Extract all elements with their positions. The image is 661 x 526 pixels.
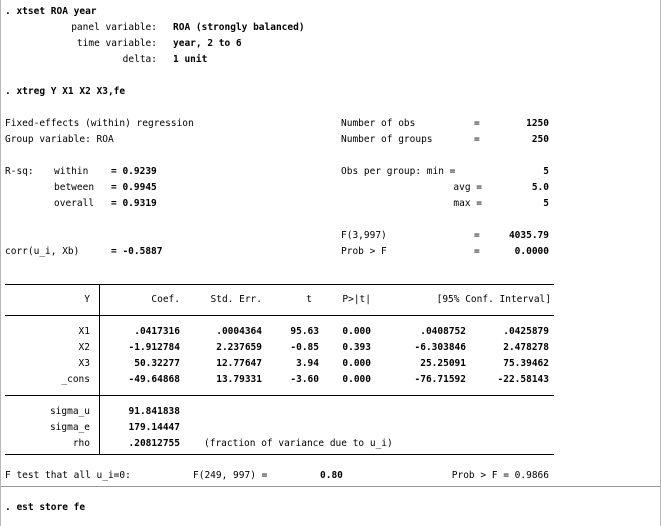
cell-t: 3.94 bbox=[296, 358, 319, 369]
model-title: Fixed-effects (within) regression bbox=[5, 118, 194, 129]
cell-var: _cons bbox=[61, 374, 90, 385]
model-prob-value: 0.0000 bbox=[514, 246, 549, 257]
model-f-label: F(3,997) bbox=[341, 230, 387, 241]
rsq-between-value: = 0.9945 bbox=[111, 182, 157, 193]
cell-hi: .0425879 bbox=[503, 326, 549, 337]
ngroups-value: 250 bbox=[531, 134, 549, 145]
cell-p: 0.393 bbox=[342, 342, 371, 353]
col-header-ci: [95% Conf. Interval] bbox=[436, 294, 551, 305]
col-header-var: Y bbox=[84, 294, 90, 305]
cell-p: 0.000 bbox=[342, 374, 371, 385]
col-header-coef: Coef. bbox=[151, 294, 180, 305]
ui-ftest-f-value: 0.80 bbox=[320, 470, 343, 481]
col-header-t: t bbox=[306, 294, 312, 305]
sigma-u-label: sigma_u bbox=[49, 406, 90, 417]
cell-lo: .0408752 bbox=[420, 326, 466, 337]
rho-label: rho bbox=[72, 438, 90, 449]
model-f-equals: = bbox=[474, 230, 480, 241]
ngroups-equals: = bbox=[474, 134, 480, 145]
cell-p: 0.000 bbox=[342, 326, 371, 337]
cell-coef: -1.912784 bbox=[128, 342, 180, 353]
cell-hi: 75.39462 bbox=[503, 358, 549, 369]
obs-max-label: max = bbox=[453, 198, 482, 209]
cell-se: 12.77647 bbox=[216, 358, 262, 369]
cell-coef: 50.32277 bbox=[134, 358, 180, 369]
cell-t: 95.63 bbox=[290, 326, 319, 337]
cell-se: 2.237659 bbox=[216, 342, 262, 353]
cell-lo: -6.303846 bbox=[414, 342, 466, 353]
model-prob-label: Prob > F bbox=[341, 246, 387, 257]
corr-label: corr(u_i, Xb) bbox=[5, 246, 80, 257]
cell-p: 0.000 bbox=[342, 358, 371, 369]
cell-t: -3.60 bbox=[290, 374, 319, 385]
rho-value: .20812755 bbox=[128, 438, 180, 449]
table-mid-rule bbox=[5, 395, 554, 396]
corr-value: = -0.5887 bbox=[111, 246, 163, 257]
obs-avg-label: avg = bbox=[453, 182, 482, 193]
obs-min-value: 5 bbox=[543, 166, 549, 177]
cell-t: -0.85 bbox=[290, 342, 319, 353]
sigma-e-value: 179.14447 bbox=[128, 422, 180, 433]
time-variable-label: time variable: bbox=[76, 38, 157, 49]
col-header-p: P>|t| bbox=[342, 294, 371, 305]
obs-max-value: 5 bbox=[543, 198, 549, 209]
rsq-overall-value: = 0.9319 bbox=[111, 198, 157, 209]
table-bottom-rule bbox=[5, 454, 554, 455]
cell-se: 13.79331 bbox=[216, 374, 262, 385]
table-top-rule bbox=[5, 284, 554, 285]
ui-ftest-f-label: F(249, 997) = bbox=[193, 470, 268, 481]
sigma-u-value: 91.841838 bbox=[128, 406, 180, 417]
command-xtset[interactable]: . xtset ROA year bbox=[5, 6, 97, 17]
cell-var: X3 bbox=[78, 358, 90, 369]
cell-lo: 25.25091 bbox=[420, 358, 466, 369]
sigma-e-label: sigma_e bbox=[49, 422, 90, 433]
nobs-value: 1250 bbox=[526, 118, 549, 129]
delta-label: delta: bbox=[122, 54, 157, 65]
group-variable: Group variable: ROA bbox=[5, 134, 114, 145]
rsq-within-value: = 0.9239 bbox=[111, 166, 157, 177]
rsq-within-label: within bbox=[54, 166, 89, 177]
obs-avg-value: 5.0 bbox=[531, 182, 549, 193]
command-est-store[interactable]: . est store fe bbox=[5, 502, 86, 513]
cell-var: X2 bbox=[78, 342, 90, 353]
delta-value: 1 unit bbox=[173, 54, 208, 65]
model-f-value: 4035.79 bbox=[508, 230, 549, 241]
output-separator bbox=[1, 486, 660, 487]
cell-hi: 2.478278 bbox=[503, 342, 549, 353]
time-variable-value: year, 2 to 6 bbox=[173, 38, 242, 49]
rho-note: (fraction of variance due to u_i) bbox=[204, 438, 393, 449]
table-header-rule bbox=[5, 315, 554, 316]
nobs-label: Number of obs bbox=[341, 118, 416, 129]
ngroups-label: Number of groups bbox=[341, 134, 433, 145]
col-header-se: Std. Err. bbox=[210, 294, 262, 305]
cell-lo: -76.71592 bbox=[414, 374, 466, 385]
command-xtreg[interactable]: . xtreg Y X1 X2 X3,fe bbox=[5, 86, 126, 97]
cell-var: X1 bbox=[78, 326, 90, 337]
ui-ftest-label: F test that all u_i=0: bbox=[5, 470, 131, 481]
panel-variable-label: panel variable: bbox=[71, 22, 157, 33]
model-prob-equals: = bbox=[474, 246, 480, 257]
table-divider bbox=[99, 284, 100, 454]
panel-variable-value: ROA (strongly balanced) bbox=[173, 22, 305, 33]
rsq-label: R-sq: bbox=[5, 166, 34, 177]
cell-hi: -22.58143 bbox=[497, 374, 549, 385]
nobs-equals: = bbox=[474, 118, 480, 129]
cell-coef: -49.64868 bbox=[128, 374, 180, 385]
ui-ftest-prob: Prob > F = 0.9866 bbox=[451, 470, 549, 481]
rsq-overall-label: overall bbox=[54, 198, 95, 209]
rsq-between-label: between bbox=[54, 182, 95, 193]
cell-coef: .0417316 bbox=[134, 326, 180, 337]
cell-se: .0004364 bbox=[216, 326, 262, 337]
obs-per-group-label: Obs per group: min = bbox=[341, 166, 456, 177]
